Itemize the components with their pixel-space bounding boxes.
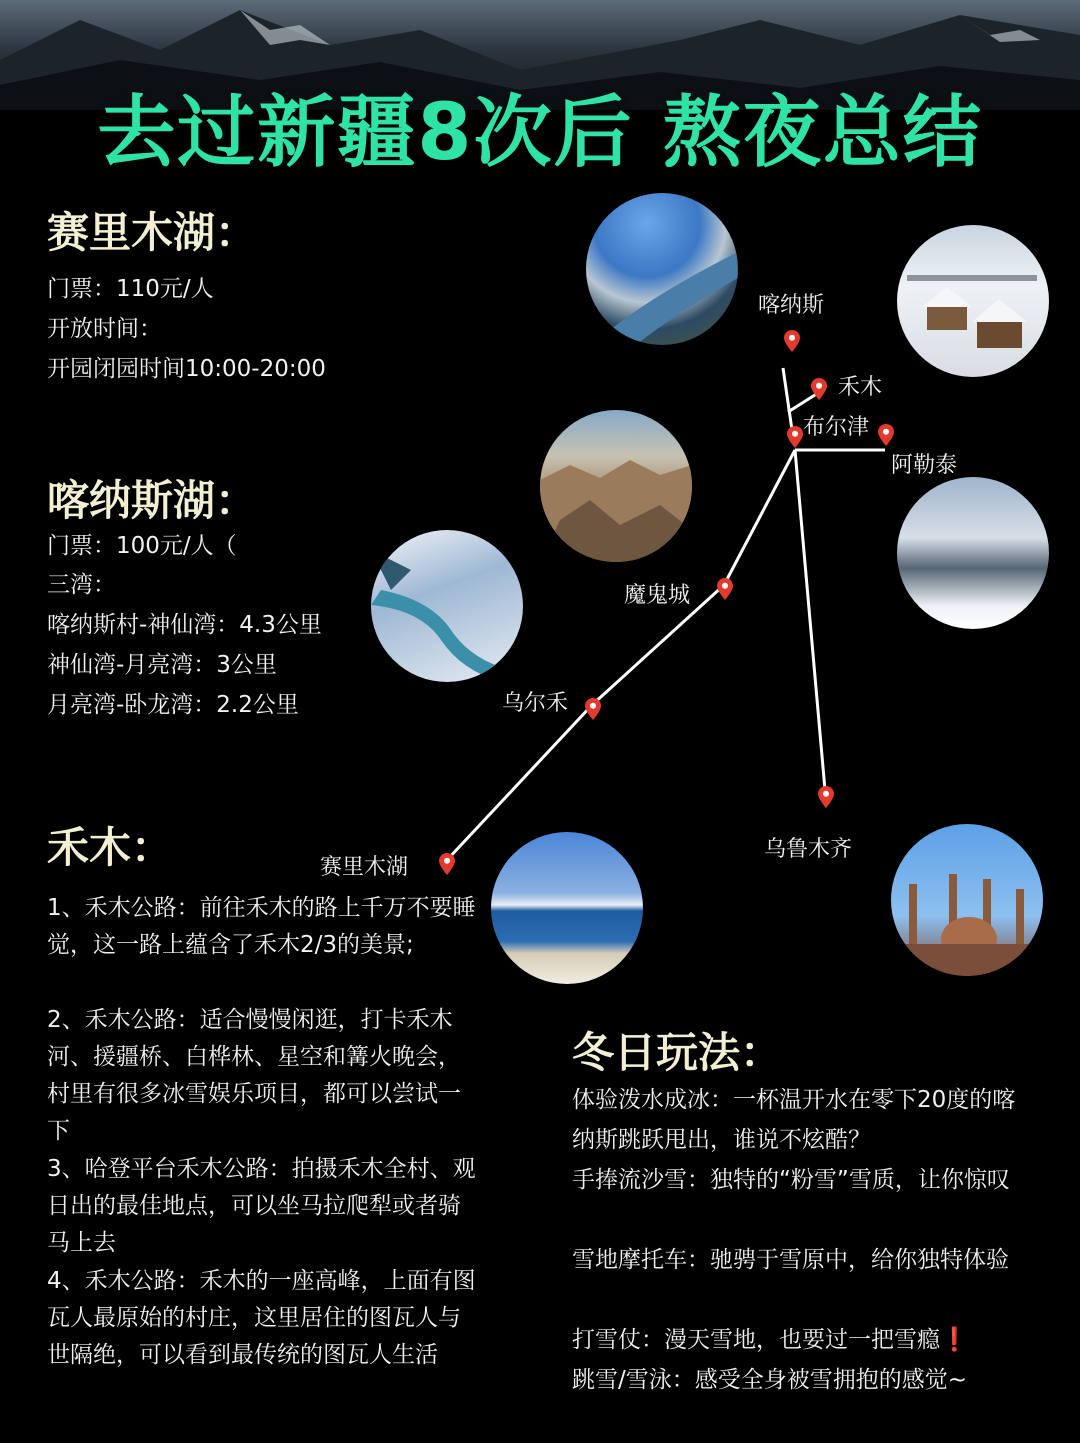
- kanas-bays-label: 三湾：: [47, 572, 116, 598]
- lake-photo-circle: [586, 193, 738, 345]
- winter-heading: 冬日玩法：: [572, 1028, 783, 1077]
- map-pin-icon: [818, 786, 834, 808]
- hemu-item: 1、禾木公路：前往禾木的路上千万不要睡觉，这一路上蕴含了禾木2/3的美景;: [47, 895, 476, 958]
- main-title: 去过新疆8次后 熬夜总结: [97, 88, 983, 178]
- map-pin-icon: [585, 698, 601, 720]
- sayram-hours: 开园闭园时间10:00-20:00: [47, 356, 326, 382]
- place-label-sayram: 赛里木湖: [320, 855, 409, 880]
- route-kanas-burqin: [783, 368, 792, 430]
- winter-activity: 雪地摩托车：驰骋于雪原中，给你独特体验: [572, 1247, 1009, 1273]
- kanas-ticket: 门票：100元/人（: [47, 533, 237, 559]
- hemu-item: 2、禾木公路：适合慢慢闲逛，打卡禾木河、援疆桥、白桦林、星空和篝火晚会，村里有很多冰雪娱乐项目，都可以尝试一下: [47, 1007, 461, 1144]
- snow-village-photo-circle: [897, 225, 1049, 377]
- route-burqin-urumqi: [795, 450, 825, 790]
- hemu-heading: 禾木：: [47, 823, 174, 872]
- sayram-lake-photo-circle: [491, 832, 643, 984]
- river-forest-photo-circle: [371, 530, 523, 682]
- ghost-city-photo-circle: [540, 410, 692, 562]
- kanas-heading: 喀纳斯湖：: [47, 476, 258, 525]
- winter-activity: 打雪仗：漫天雪地，也要过一把雪瘾❗: [572, 1327, 969, 1353]
- place-label-urho: 乌尔禾: [502, 691, 569, 716]
- kanas-bay-distance: 喀纳斯村-神仙湾：4.3公里: [47, 612, 322, 638]
- map-pin-icon: [439, 853, 455, 875]
- sayram-ticket: 门票：110元/人: [47, 276, 214, 302]
- place-label-kanas: 喀纳斯: [758, 293, 825, 318]
- place-label-hemu: 禾木: [838, 375, 883, 400]
- winter-activity: 体验泼水成冰：一杯温开水在零下20度的喀纳斯跳跃甩出，谁说不炫酷？: [572, 1087, 1016, 1153]
- map-pin-icon: [717, 578, 733, 600]
- place-label-ghost-city: 魔鬼城: [624, 583, 691, 608]
- map-pin-icon: [784, 330, 800, 352]
- map-pin-icon: [787, 426, 803, 448]
- place-label-urumqi: 乌鲁木齐: [764, 837, 853, 862]
- sayram-hours-label: 开放时间：: [47, 316, 162, 342]
- kanas-bay-distance: 月亮湾-卧龙湾：2.2公里: [47, 692, 299, 718]
- place-label-burqin: 布尔津: [803, 415, 870, 440]
- mosque-photo-circle: [891, 824, 1043, 976]
- map-pin-icon: [878, 424, 894, 446]
- snow-forest-photo-circle: [897, 477, 1049, 629]
- hemu-item: 4、禾木公路：禾木的一座高峰，上面有图瓦人最原始的村庄，这里居住的图瓦人与世隔绝，可以看到最传统的图瓦人生活: [47, 1268, 476, 1368]
- winter-activity: 跳雪/雪泳：感受全身被雪拥抱的感觉~: [572, 1367, 968, 1393]
- place-label-altay: 阿勒泰: [891, 453, 958, 478]
- hemu-item: 3、哈登平台禾木公路：拍摄禾木全村、观日出的最佳地点，可以坐马拉爬犁或者骑马上去: [47, 1156, 476, 1256]
- winter-activity: 手捧流沙雪：独特的“粉雪”雪质，让你惊叹: [572, 1167, 1010, 1193]
- kanas-bay-distance: 神仙湾-月亮湾：3公里: [47, 652, 277, 678]
- map-pin-icon: [811, 378, 827, 400]
- route-burqin-ghost: [724, 450, 795, 585]
- sayram-heading: 赛里木湖：: [47, 208, 258, 257]
